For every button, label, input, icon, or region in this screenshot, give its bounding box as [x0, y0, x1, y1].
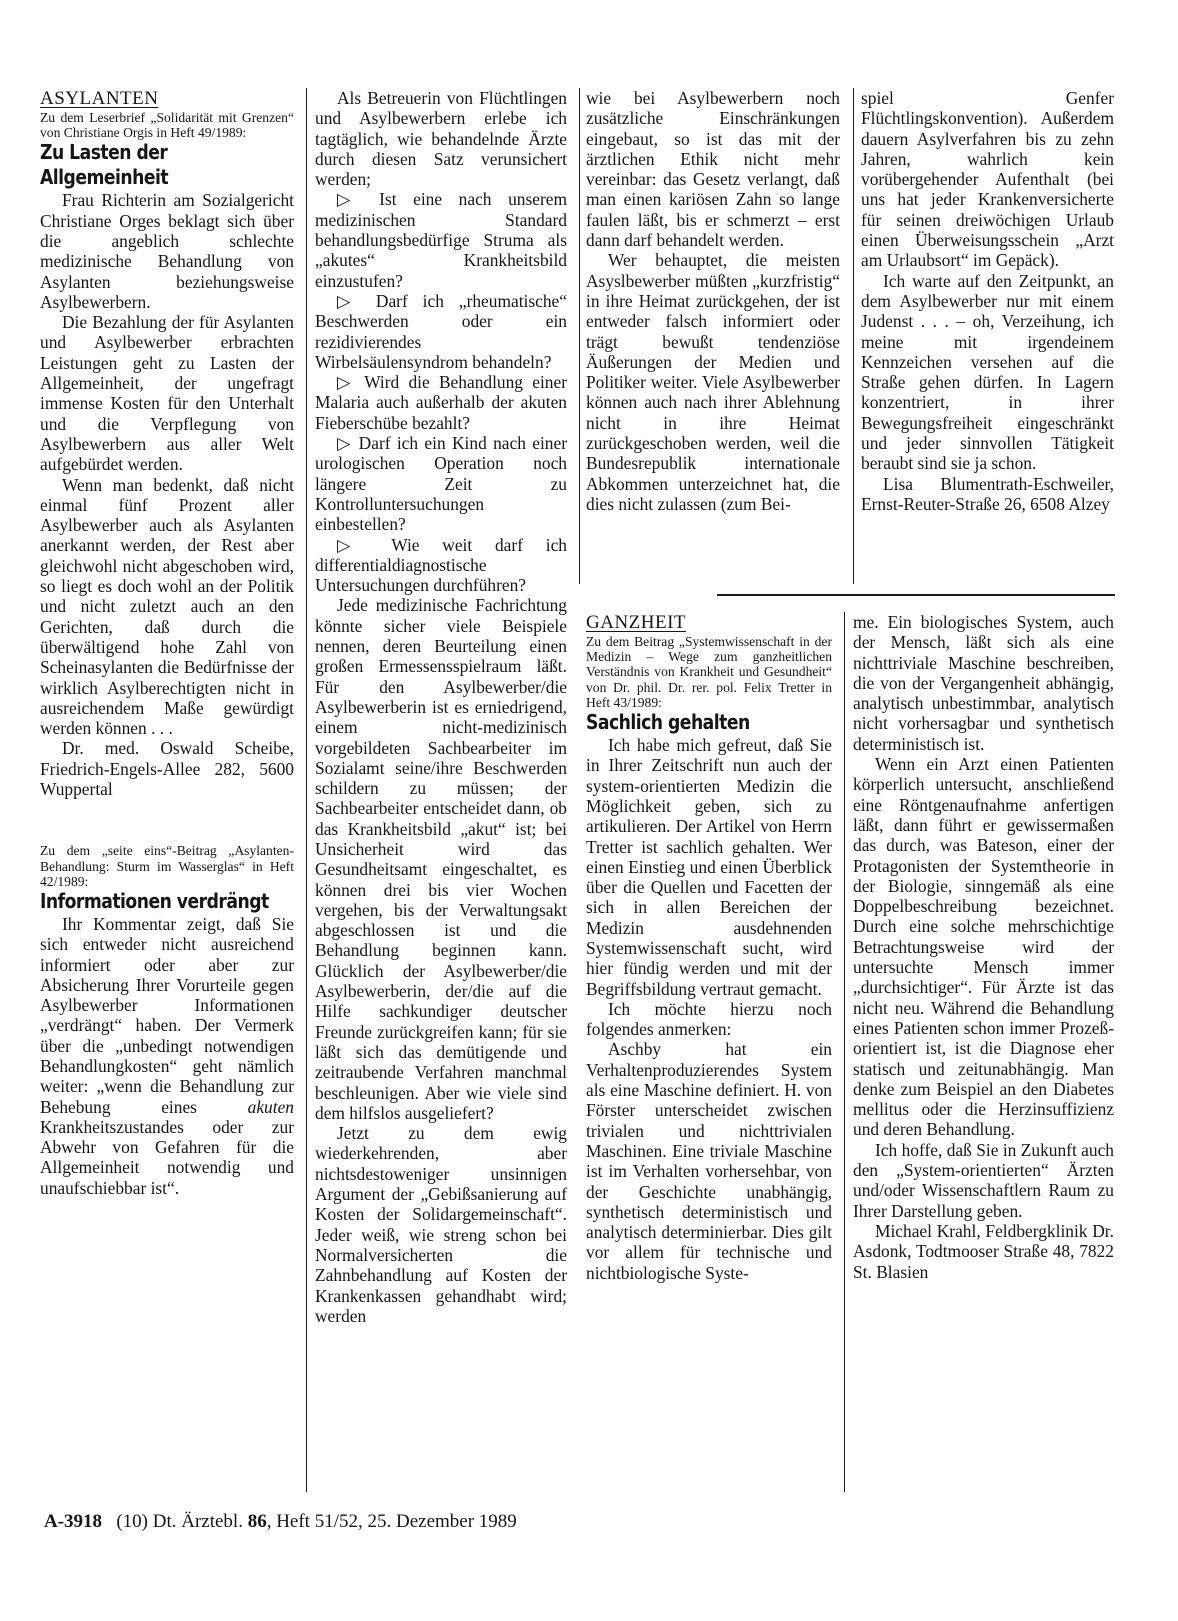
headline-line-1: Zu Lasten der: [40, 140, 168, 165]
paragraph: Jede medizinische Fachrichtung könnte sicher viele Beispiele nennen, deren Beurteilung einen großen Ermessensspielraum läßt. Für den Asylbewerber/die Asylbewerberin ist es erniedrigend, einem nicht-medizinisch vorgebildeten Sachbearbeiter im Sozialamt seine/ihre Beschwerden schildern zu müssen; der Sachbearbeiter entscheidet dann, ob das Krankheitsbild „akut“ ist; bei Unsicherheit wird das Gesundheitsamt eingeschaltet, es können drei bis vier Wochen vergehen, bis der Verwaltungsakt abgeschlossen ist und die Behandlung beginnen kann. Glücklich der Asylbewerber/die Asylbewerberin, der/die auf die Hilfe sachkundiger deutscher Freunde zurückgreifen kann; für sie läßt sich das demütigende und zeitraubende Verfahren manchmal beschleunigen. Aber wie viele sind dem hilfslos ausgeliefert?: [315, 595, 567, 1123]
paragraph: Die Bezahlung der für Asylanten und Asylbewerber erbrachten Leistungen geht zu Lasten der Allgemeinheit, der ungefragt immense Kosten für den Unterhalt und die Verpflegung von Asylbewerbern aus aller Welt aufgebürdet werden.: [40, 312, 294, 475]
question-item: ▷ Ist eine nach unserem medizinischen Standard behandlungsbedürfige Struma als „akutes“ Krankheitsbild einzustufen?: [315, 189, 567, 291]
paragraph: Aschby hat ein Verhaltenproduzierendes System als eine Maschine definiert. H. von Förster unterscheidet zwischen trivialen und nichttrivialen Maschinen. Eine triviale Maschine ist im Verhalten vorhersehbar, von der Geschichte unabhängig, synthetisch deterministisch und analytisch determinierbar. Dies gilt vor allem für technische und nichtbiologische Syste-: [586, 1039, 832, 1283]
volume-number: 86: [247, 1511, 267, 1532]
section-rubric-asylanten: ASYLANTEN: [40, 88, 159, 109]
column-rule-1: [306, 88, 307, 1492]
journal-citation: (10) Dt. Ärztebl.: [116, 1511, 243, 1532]
section-rubric-ganzheit: GANZHEIT: [586, 612, 687, 633]
article-headline-line-2: [40, 165, 258, 190]
letter-signature: Lisa Blumentrath-Eschweiler, Ernst-Reuter-Straße 26, 6508 Alzey: [861, 473, 1114, 514]
emphasis-text: akuten: [247, 1096, 294, 1117]
page-number: A-3918: [44, 1511, 103, 1532]
paragraph: Als Betreuerin von Flüchtlingen und Asylbewerbern erlebe ich tagtäglich, wie behandelnde Ärzte durch diesen Satz verunsichert werden;: [315, 88, 567, 190]
letter-signature: Michael Krahl, Feldbergklinik Dr. Asdonk, Todtmooser Straße 48, 7822 St. Blasien: [853, 1220, 1114, 1282]
column-5: [586, 612, 832, 1283]
paragraph: Wenn ein Arzt einen Patienten körperlich untersucht, anschließend eine Röntgenaufnahme anfertigen läßt, dann führt er gewissermaßen das durch, was Bateson, einer der Protagonisten der Systemtheorie in der Biologie, sinngemäß als eine Doppelbeschreibung bezeichnet. Durch eine solche mehrschichtige Betrachtungsweise wird der untersuchte Mensch immer „durchsichtiger“. Für Ärzte ist das nicht neu. Während die Behandlung eines Patienten schon immer Prozeß-orientiert ist, ist die Diagnose eher statisch und zeitunabhängig. Man denke zum Beispiel an den Diabetes mellitus oder die Herzinsuffizienz und deren Behandlung.: [853, 754, 1114, 1140]
paragraph: me. Ein biologisches System, auch der Mensch, läßt sich als eine nichttriviale Maschine beschreiben, die von der Vergangenheit abhängig, analytisch unbestimmbar, analytisch nicht vorhersagbar und synthetisch deterministisch ist.: [853, 612, 1114, 754]
reference-note: Zu dem Beitrag „Systemwissenschaft in der Medizin – Wege zum ganzheitlichen Verständnis von Krankheit und Gesundheit“ von Dr. phil. Dr. rer. pol. Felix Tretter in Heft 43/1989:: [586, 634, 832, 710]
paragraph: Wer behauptet, die meisten Asyslbewerber müßten „kurzfristig“ in ihre Heimat zurückgehen, der ist entweder falsch informiert oder trägt bewußt tendenziöse Äußerungen der Medien und Politiker weiter. Viele Asylbewerber können auch nach ihrer Ablehnung nicht in ihre Heimat zurückgeschoben werden, weil die Bundesrepublik internationale Abkommen unterzeichnet hat, die dies nicht zulassen (zum Bei-: [586, 250, 840, 514]
paragraph: Ich hoffe, daß Sie in Zukunft auch den „System-orientierten“ Ärzten und/oder Wissenschaftlern Raum zu Ihrer Darstellung geben.: [853, 1139, 1114, 1221]
article-headline: Sachlich gehalten: [586, 710, 750, 735]
article-headline: Informationen verdrängt: [40, 888, 269, 913]
column-rule-2: [579, 88, 580, 584]
column-1: [40, 88, 294, 1198]
question-item: ▷ Darf ich ein Kind nach einer urologischen Operation noch längere Zeit zu Kontrolluntersuchungen einbestellen?: [315, 433, 567, 535]
paragraph: [40, 914, 294, 1198]
column-rule-4: [844, 612, 845, 1492]
section-divider: [717, 594, 1115, 596]
reference-note: Zu dem „seite eins“-Beitrag „Asylanten-Behandlung: Sturm im Wasserglas“ in Heft 42/1989:: [40, 843, 294, 889]
issue-date: , Heft 51/52, 25. Dezember 1989: [266, 1511, 517, 1532]
paragraph: wie bei Asylbewerbern noch zusätzliche Einschränkungen eingebaut, so ist das mit der ärztlichen Ethik nicht mehr vereinbar: das Gesetz verlangt, daß man einen kariösen Zahn so lange faulen läßt, bis er schmerzt – erst dann darf behandelt werden.: [586, 88, 840, 251]
question-item: ▷ Wie weit darf ich differentialdiagnostische Untersuchungen durchführen?: [315, 534, 567, 596]
paragraph-text: Ihr Kommentar zeigt, daß Sie sich entweder nicht ausreichend informiert oder aber zur Absicherung Ihrer Vorurteile gegen Asylbewerber Informationen „verdrängt“ haben. Der Vermerk über die „unbedingt notwendigen Behandlungkosten“ geht nämlich weiter: „wenn die Behandlung zur Behebung eines: [40, 913, 294, 1117]
column-4: [861, 88, 1114, 514]
reference-note: Zu dem Leserbrief „Solidarität mit Grenzen“ von Christiane Orgis in Heft 49/1989:: [40, 110, 294, 141]
column-rule-3: [853, 88, 854, 584]
letter-signature: Dr. med. Oswald Scheibe, Friedrich-Engels-Allee 282, 5600 Wuppertal: [40, 738, 294, 800]
question-item: ▷ Wird die Behandlung einer Malaria auch außerhalb der akuten Fieberschübe bezahlt?: [315, 372, 567, 433]
column-2: [315, 88, 567, 1326]
column-6: [853, 612, 1114, 1282]
headline-line-2: Allgemeinheit: [40, 165, 169, 190]
question-item: ▷ Darf ich „rheumatische“ Beschwerden oder ein rezidivierendes Wirbelsäulensyndrom behandeln?: [315, 290, 567, 372]
paragraph: Ich möchte hierzu noch folgendes anmerken:: [586, 998, 832, 1040]
paragraph: Wenn man bedenkt, daß nicht einmal fünf Prozent aller Asylbewerber auch als Asylanten anerkannt werden, der Rest aber gleichwohl nicht abgeschoben wird, so liegt es doch wohl an der Politik und nicht zuletzt auch an den Gerichten, daß durch die überwältigend hohe Zahl von Scheinasylanten die Bedürfnisse der wirklich Asylberechtigten nicht in ausreichendem Maße gewürdigt werden können . . .: [40, 474, 294, 739]
paragraph: Frau Richterin am Sozialgericht Christiane Orges beklagt sich über die angeblich schlechte medizinische Behandlung von Asylanten beziehungsweise Asylbewerbern.: [40, 190, 294, 312]
paragraph: Jetzt zu dem ewig wiederkehrenden, aber nichtsdestoweniger unsinnigen Argument der „Gebißsanierung auf Kosten der Solidargemeinschaft“. Jeder weiß, wie streng schon bei Normalversicherten die Zahnbehandlung auf Kosten der Krankenkassen gehandhabt wird; werden: [315, 1123, 567, 1326]
paragraph: Ich warte auf den Zeitpunkt, an dem Asylbewerber nur mit einem Judenst . . . – oh, Verzeihung, ich meine mit irgendeinem Kennzeichen versehen auf die Straße gehen dürfen. In Lagern konzentriert, in ihrer Bewegungsfreiheit eingeschränkt und jeder sinnvollen Tätigkeit beraubt sind sie ja schon.: [861, 270, 1114, 474]
paragraph: Ich habe mich gefreut, daß Sie in Ihrer Zeitschrift nun auch der system-orientierten Medizin die Möglichkeit geben, sich zu artikulieren. Der Artikel von Herrn Tretter ist sachlich gehalten. Wer einen Einstieg und einen Überblick über die Quellen und Facetten der sich in allen Bereichen der Medizin ausdehnenden Systemwissenschaft sucht, wird hier fündig werden und mit der Begriffsbildung vertraut gemacht.: [586, 735, 832, 999]
paragraph: spiel Genfer Flüchtlingskonvention). Außerdem dauern Asylverfahren bis zu zehn Jahren, wahrlich kein vorübergehender Aufenthalt (bei uns hat jeder Krankenversicherte für seinen dreiwöchigen Urlaub einen Überweisungsschein „Arzt am Urlaubsort“ im Gepäck).: [861, 88, 1114, 271]
article-headline: [40, 140, 258, 165]
paragraph-text: Krankheitszustandes oder zur Abwehr von Gefahren für die Allgemeinheit notwendig und unaufschiebbar ist“.: [40, 1116, 294, 1198]
page-footer: [44, 1511, 517, 1533]
column-3: [586, 88, 840, 514]
